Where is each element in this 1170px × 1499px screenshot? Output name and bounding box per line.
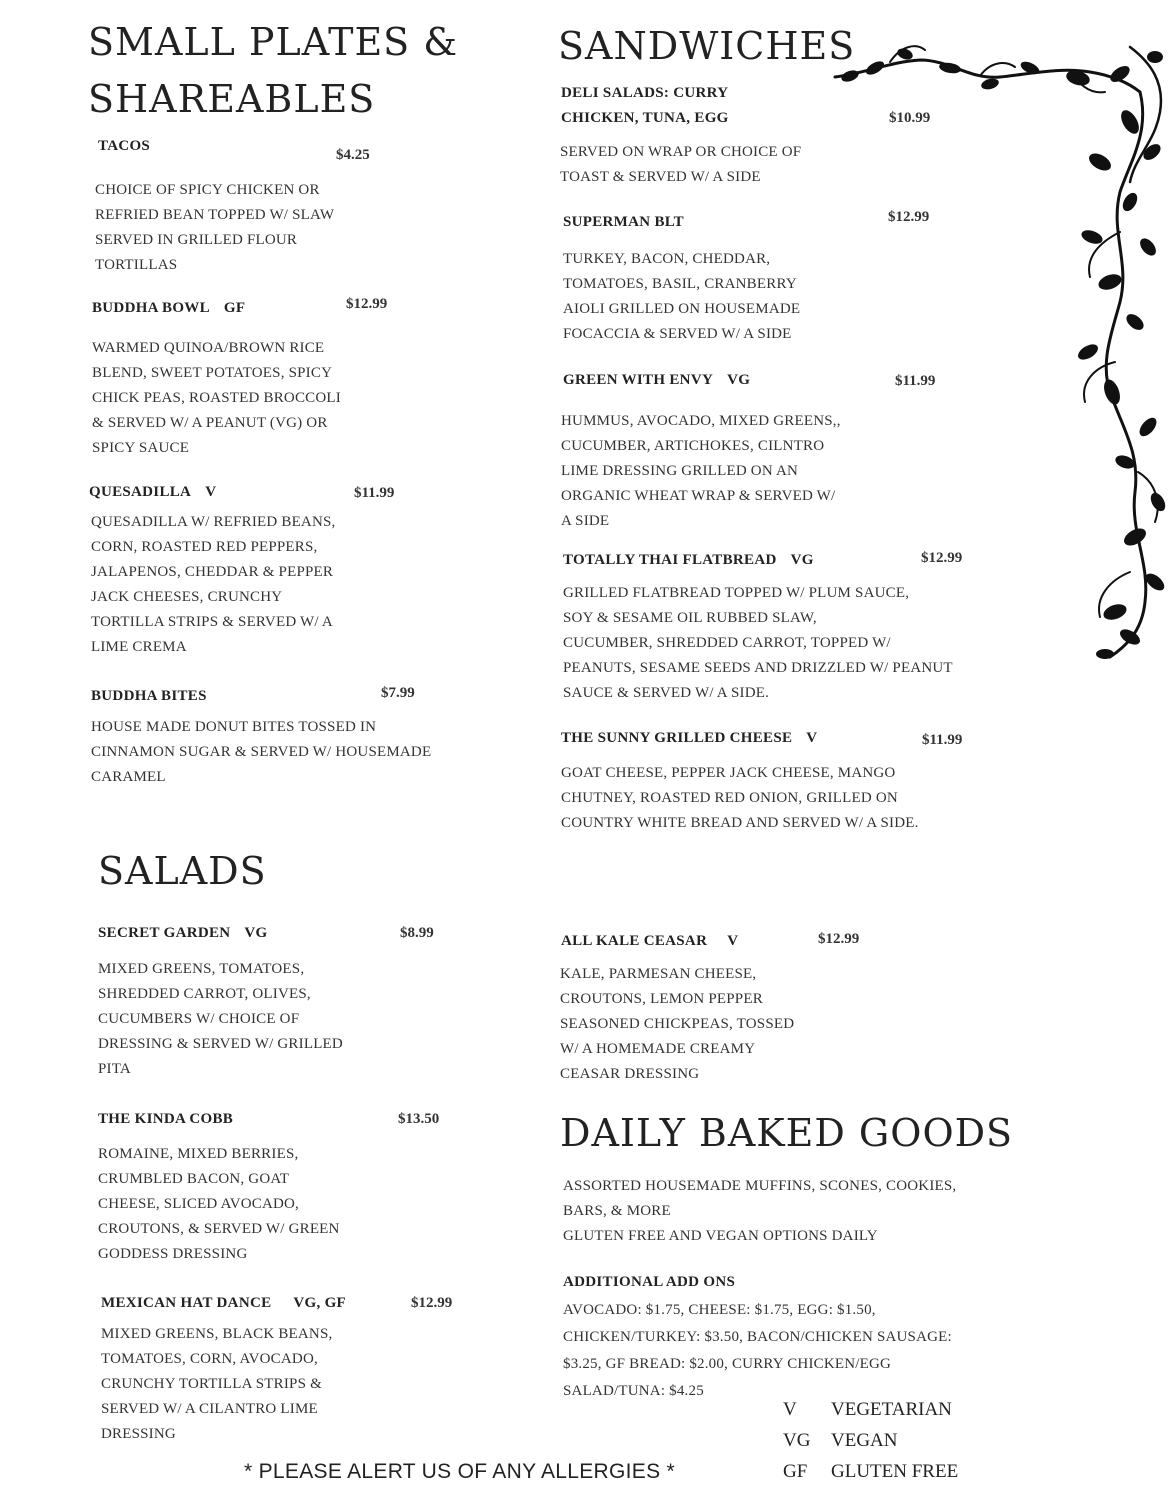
menu-item-price: $8.99 (400, 925, 434, 941)
menu-item-price: $7.99 (381, 685, 415, 701)
menu-item-price: $11.99 (922, 732, 963, 748)
menu-item-description: WARMED QUINOA/BROWN RICE BLEND, SWEET POTATOES, SPICY CHICK PEAS, ROASTED BROCCOLI & SERVED W/ A PEANUT (VG) OR SPICY SAUCE (92, 340, 341, 456)
menu-item-name: MEXICAN HAT DANCE VG, GF (101, 1295, 347, 1311)
diet-tag: VG, GF (293, 1295, 347, 1311)
menu-item-name: TOTALLY THAI FLATBREAD VG (563, 552, 814, 568)
legend-item: VG VEGAN (783, 1430, 898, 1451)
menu-item-name: THE KINDA COBB (98, 1111, 234, 1127)
menu-item-name: DELI SALADS: CURRY CHICKEN, TUNA, EGG (561, 85, 729, 126)
menu-item-name: TACOS (98, 138, 151, 154)
menu-item-price: $12.99 (888, 209, 930, 225)
legend-item: V VEGETARIAN (783, 1399, 952, 1420)
menu-item-price: $12.99 (818, 931, 860, 947)
menu-item-description: TURKEY, BACON, CHEDDAR, TOMATOES, BASIL, CRANBERRY AIOLI GRILLED ON HOUSEMADE FOCACCIA & SERVED W/ A SIDE (563, 251, 801, 342)
diet-tag: V (727, 933, 739, 949)
menu-item-name: SECRET GARDEN VG (98, 925, 268, 941)
diet-tag: V (205, 484, 217, 500)
menu-item-description: MIXED GREENS, TOMATOES, SHREDDED CARROT, OLIVES, CUCUMBERS W/ CHOICE OF DRESSING & SERVED W/ GRILLED PITA (98, 961, 343, 1077)
add-ons-list: AVOCADO: $1.75, CHEESE: $1.75, EGG: $1.50, CHICKEN/TURKEY: $3.50, BACON/CHICKEN SAUSAGE: $3.25, GF BREAD: $2.00, CURRY CHICKEN/EGG SALAD/TUNA: $4.25 (563, 1302, 952, 1399)
salads-title: SALADS (98, 849, 267, 893)
menu-item-description: QUESADILLA W/ REFRIED BEANS, CORN, ROASTED RED PEPPERS, JALAPENOS, CHEDDAR & PEPPER JACK CHEESES, CRUNCHY TORTILLA STRIPS & SERVED W/ A LIME CREMA (91, 514, 336, 655)
menu-item-price: $13.50 (398, 1111, 440, 1127)
menu-item-price: $4.25 (336, 147, 370, 163)
baked-goods-description: ASSORTED HOUSEMADE MUFFINS, SCONES, COOKIES, BARS, & MORE GLUTEN FREE AND VEGAN OPTIONS DAILY (563, 1178, 957, 1244)
legend-item: GF GLUTEN FREE (783, 1461, 959, 1482)
menu-item-description: HOUSE MADE DONUT BITES TOSSED IN CINNAMON SUGAR & SERVED W/ HOUSEMADE CARAMEL (91, 719, 432, 785)
baked-goods-title: DAILY BAKED GOODS (560, 1111, 1014, 1155)
menu-item-price: $10.99 (889, 110, 931, 126)
menu-item-price: $11.99 (354, 485, 395, 501)
menu-item-description: SERVED ON WRAP OR CHOICE OF TOAST & SERVED W/ A SIDE (560, 144, 802, 185)
add-ons-title: ADDITIONAL ADD ONS (563, 1274, 736, 1290)
diet-tag: GF (223, 300, 246, 316)
allergy-notice: * PLEASE ALERT US OF ANY ALLERGIES * (244, 1460, 676, 1483)
menu-item-price: $12.99 (346, 296, 388, 312)
small-plates-title-line1: SMALL PLATES & (88, 20, 459, 64)
menu-item-price: $11.99 (895, 373, 936, 389)
menu-item-description: ROMAINE, MIXED BERRIES, CRUMBLED BACON, GOAT CHEESE, SLICED AVOCADO, CROUTONS, & SERVED W/ GREEN GODDESS DRESSING (98, 1146, 340, 1262)
menu-item-name: QUESADILLA V (89, 484, 217, 500)
vine-icon (830, 32, 1170, 672)
menu-item-name: SUPERMAN BLT (563, 214, 684, 230)
diet-tag: VG (727, 372, 751, 388)
menu-item-description: KALE, PARMESAN CHEESE, CROUTONS, LEMON PEPPER SEASONED CHICKPEAS, TOSSED W/ A HOMEMADE CREAMY CEASAR DRESSING (560, 966, 795, 1082)
menu-item-name: THE SUNNY GRILLED CHEESE V (561, 730, 818, 746)
menu-item-price: $12.99 (921, 550, 963, 566)
diet-tag: VG (244, 925, 268, 941)
small-plates-title-line2: SHAREABLES (88, 77, 376, 121)
diet-tag: VG (790, 552, 814, 568)
menu-item-description: GRILLED FLATBREAD TOPPED W/ PLUM SAUCE, SOY & SESAME OIL RUBBED SLAW, CUCUMBER, SHREDDED CARROT, TOPPED W/ PEANUTS, SESAME SEEDS AND DRIZZLED W/ PEANUT SAUCE & SERVED W/ A SIDE. (563, 585, 953, 701)
menu-item-name: BUDDHA BITES (91, 688, 207, 704)
menu-item-name: GREEN WITH ENVY VG (563, 372, 751, 388)
menu-item-description: CHOICE OF SPICY CHICKEN OR REFRIED BEAN TOPPED W/ SLAW SERVED IN GRILLED FLOUR TORTILLAS (95, 182, 335, 273)
menu-item-description: GOAT CHEESE, PEPPER JACK CHEESE, MANGO CHUTNEY, ROASTED RED ONION, GRILLED ON COUNTRY WHITE BREAD AND SERVED W/ A SIDE. (561, 765, 919, 831)
sandwiches-title: SANDWICHES (558, 24, 856, 68)
menu-item-name: BUDDHA BOWL GF (92, 300, 246, 316)
menu-item-description: MIXED GREENS, BLACK BEANS, TOMATOES, CORN, AVOCADO, CRUNCHY TORTILLA STRIPS & SERVED W/ A CILANTRO LIME DRESSING (101, 1326, 333, 1442)
menu-item-description: HUMMUS, AVOCADO, MIXED GREENS,, CUCUMBER, ARTICHOKES, CILNTRO LIME DRESSING GRILLED ON AN ORGANIC WHEAT WRAP & SERVED W/ A SIDE (561, 413, 841, 529)
menu-item-name: ALL KALE CEASAR V (561, 933, 739, 949)
menu-item-price: $12.99 (411, 1295, 453, 1311)
diet-tag: V (806, 730, 818, 746)
